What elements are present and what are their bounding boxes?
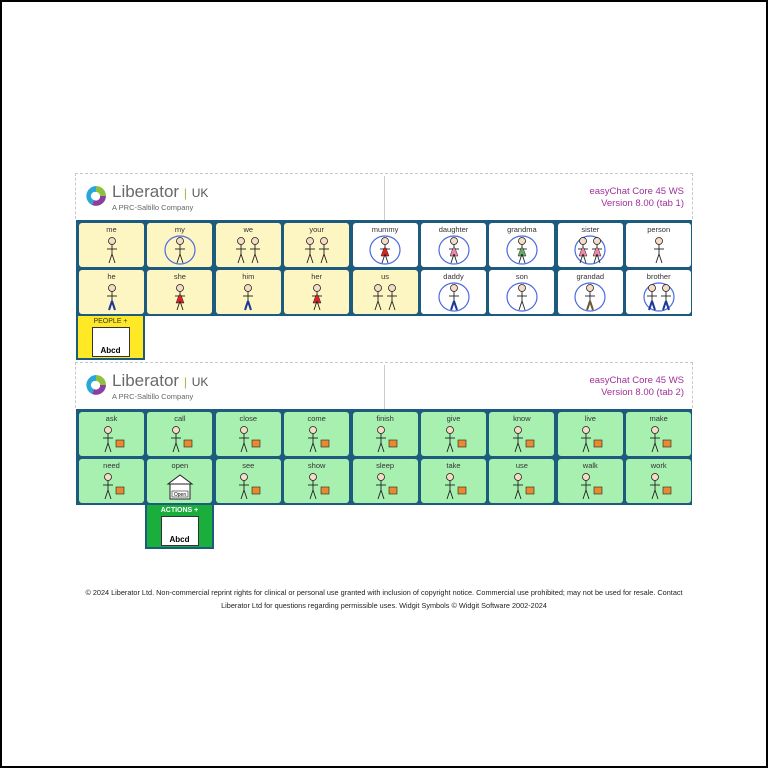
brand-name: Liberator | UK — [112, 182, 209, 201]
symbol-tile-son[interactable] — [489, 270, 554, 314]
tile-label: call — [174, 414, 186, 423]
symbol-tile-we[interactable] — [216, 223, 281, 267]
brand-text: Liberator — [112, 182, 180, 201]
walk-symbol-icon — [558, 470, 623, 501]
tile-label: us — [381, 272, 390, 281]
my-symbol-icon — [147, 234, 212, 265]
tile-label: show — [307, 461, 326, 470]
brother-symbol-icon — [626, 281, 691, 312]
we-symbol-icon — [216, 234, 281, 265]
tile-label: your — [309, 225, 324, 234]
hand-card-icon — [92, 327, 130, 357]
symbol-tile-need[interactable] — [79, 459, 144, 503]
symbol-tile-your[interactable] — [284, 223, 349, 267]
make-symbol-icon — [626, 423, 691, 454]
actions-board — [75, 362, 693, 552]
symbol-tile-close[interactable] — [216, 412, 281, 456]
tile-label: close — [239, 414, 258, 423]
liberator-logo-icon — [84, 373, 108, 397]
symbol-tile-give[interactable] — [421, 412, 486, 456]
open-symbol-icon — [147, 470, 212, 501]
come-symbol-icon — [284, 423, 349, 454]
tile-label: live — [584, 414, 596, 423]
category-label: ACTIONS + — [160, 507, 199, 514]
tile-label: grandad — [576, 272, 605, 281]
call-symbol-icon — [147, 423, 212, 454]
footer-line-2: Liberator Ltd for questions regarding permissible uses. Widgit Symbols © Widgit Software 2002-2024 — [221, 601, 547, 610]
sister-symbol-icon — [558, 234, 623, 265]
tile-label: work — [650, 461, 667, 470]
give-symbol-icon — [421, 423, 486, 454]
symbol-tile-walk[interactable] — [558, 459, 623, 503]
product-name: easyChat Core 45 WS — [589, 375, 684, 386]
brand-region: UK — [191, 375, 209, 389]
tile-label: my — [174, 225, 185, 234]
symbol-tile-know[interactable] — [489, 412, 554, 456]
tile-label: person — [647, 225, 671, 234]
tile-label: sleep — [376, 461, 395, 470]
tile-label: come — [307, 414, 326, 423]
product-version: Version 8.00 (tab 1) — [601, 198, 684, 209]
product-version: Version 8.00 (tab 2) — [601, 387, 684, 398]
symbol-tile-my[interactable] — [147, 223, 212, 267]
tile-label: he — [107, 272, 116, 281]
show-symbol-icon — [284, 470, 349, 501]
symbol-tile-finish[interactable] — [353, 412, 418, 456]
he-symbol-icon — [79, 281, 144, 312]
hand-card-icon — [161, 516, 199, 546]
me-symbol-icon — [79, 234, 144, 265]
liberator-logo-icon — [84, 184, 108, 208]
symbol-tile-come[interactable] — [284, 412, 349, 456]
tile-label: son — [515, 272, 528, 281]
symbol-tile-her[interactable] — [284, 270, 349, 314]
symbol-tile-make[interactable] — [626, 412, 691, 456]
work-symbol-icon — [626, 470, 691, 501]
category-people-button[interactable] — [76, 316, 145, 360]
need-symbol-icon — [79, 470, 144, 501]
tile-label: sister — [581, 225, 600, 234]
card-text: Abcd — [169, 535, 190, 544]
mummy-symbol-icon — [353, 234, 418, 265]
sleep-symbol-icon — [353, 470, 418, 501]
symbol-tile-see[interactable] — [216, 459, 281, 503]
daddy-symbol-icon — [421, 281, 486, 312]
tile-label: ask — [105, 414, 118, 423]
symbol-tile-he[interactable] — [79, 270, 144, 314]
brand-name: Liberator | UK — [112, 371, 209, 390]
symbol-tile-she[interactable] — [147, 270, 212, 314]
symbol-tile-person[interactable] — [626, 223, 691, 267]
header-divider — [384, 176, 385, 220]
tile-label: take — [446, 461, 461, 470]
grandad-symbol-icon — [558, 281, 623, 312]
product-info — [589, 186, 684, 210]
symbol-tile-daddy[interactable] — [421, 270, 486, 314]
ask-symbol-icon — [79, 423, 144, 454]
son-symbol-icon — [489, 281, 554, 312]
footer-line-1: © 2024 Liberator Ltd. Non-commercial reprint rights for clinical or personal use granted with inclusion of copyright notice. Commercial use prohibited; may not be used for resale. Contact — [85, 588, 683, 597]
tile-label: make — [649, 414, 668, 423]
tile-label: need — [103, 461, 120, 470]
us-symbol-icon — [353, 281, 418, 312]
tile-label: give — [446, 414, 461, 423]
brand-subtitle: A PRC-Saltillo Company — [112, 203, 194, 212]
tile-label: we — [243, 225, 254, 234]
category-label: PEOPLE + — [93, 318, 128, 325]
see-symbol-icon — [216, 470, 281, 501]
symbol-tile-mummy[interactable] — [353, 223, 418, 267]
symbol-tile-sister[interactable] — [558, 223, 623, 267]
tile-label: me — [106, 225, 117, 234]
symbol-tile-call[interactable] — [147, 412, 212, 456]
symbol-tile-grandma[interactable] — [489, 223, 554, 267]
symbol-tile-me[interactable] — [79, 223, 144, 267]
symbol-tile-brother[interactable] — [626, 270, 691, 314]
people-board — [75, 173, 693, 363]
symbol-tile-take[interactable] — [421, 459, 486, 503]
person-symbol-icon — [626, 234, 691, 265]
know-symbol-icon — [489, 423, 554, 454]
tile-label: finish — [376, 414, 394, 423]
daughter-symbol-icon — [421, 234, 486, 265]
tile-label: see — [242, 461, 255, 470]
card-text: Abcd — [100, 346, 121, 355]
symbol-tile-live[interactable] — [558, 412, 623, 456]
tile-label: grandma — [507, 225, 537, 234]
symbol-grid — [76, 409, 692, 505]
use-symbol-icon — [489, 470, 554, 501]
symbol-tile-him[interactable] — [216, 270, 281, 314]
symbol-tile-use[interactable] — [489, 459, 554, 503]
tile-label: she — [173, 272, 186, 281]
tile-label: daughter — [438, 225, 469, 234]
product-info — [589, 375, 684, 399]
she-symbol-icon — [147, 281, 212, 312]
tile-label: mummy — [371, 225, 399, 234]
tile-label: open — [171, 461, 189, 470]
product-name: easyChat Core 45 WS — [589, 186, 684, 197]
symbol-tile-ask[interactable] — [79, 412, 144, 456]
symbol-tile-grandad[interactable] — [558, 270, 623, 314]
close-symbol-icon — [216, 423, 281, 454]
tile-label: use — [515, 461, 528, 470]
finish-symbol-icon — [353, 423, 418, 454]
brand-region: UK — [191, 186, 209, 200]
take-symbol-icon — [421, 470, 486, 501]
her-symbol-icon — [284, 281, 349, 312]
symbol-tile-daughter[interactable] — [421, 223, 486, 267]
symbol-tile-work[interactable] — [626, 459, 691, 503]
tile-label: know — [513, 414, 531, 423]
symbol-tile-us[interactable] — [353, 270, 418, 314]
board-header — [75, 362, 693, 408]
symbol-tile-show[interactable] — [284, 459, 349, 503]
symbol-grid — [76, 220, 692, 316]
grandma-symbol-icon — [489, 234, 554, 265]
svg-text:Open: Open — [173, 492, 187, 498]
symbol-tile-open[interactable] — [147, 459, 212, 503]
symbol-tile-sleep[interactable] — [353, 459, 418, 503]
category-actions-button[interactable] — [145, 505, 214, 549]
header-divider — [384, 365, 385, 409]
copyright-footer — [40, 586, 728, 612]
tile-label: walk — [582, 461, 598, 470]
tile-label: brother — [646, 272, 671, 281]
tile-label: her — [311, 272, 323, 281]
brand-text: Liberator — [112, 371, 180, 390]
him-symbol-icon — [216, 281, 281, 312]
your-symbol-icon — [284, 234, 349, 265]
live-symbol-icon — [558, 423, 623, 454]
tile-label: him — [242, 272, 255, 281]
board-header — [75, 173, 693, 219]
brand-subtitle: A PRC-Saltillo Company — [112, 392, 194, 401]
tile-label: daddy — [443, 272, 464, 281]
